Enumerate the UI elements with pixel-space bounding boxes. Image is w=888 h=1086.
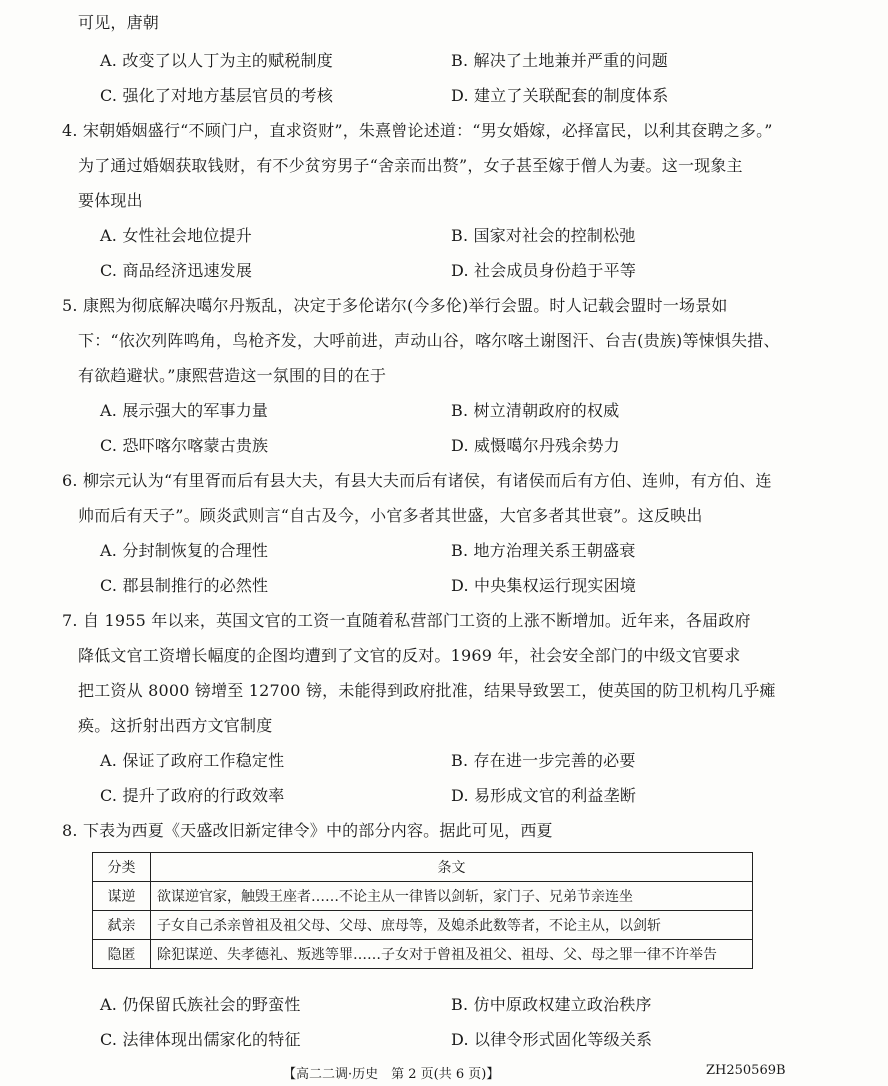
q5-stem-line-2: 下：“依次列阵鸣角，鸟枪齐发，大呼前进，声动山谷，喀尔喀土谢图汗、台吉(贵族)等悚惧失措、	[78, 331, 780, 350]
q4-stem-line-1: 4. 宋朝婚姻盛行“不顾门户，直求资财”，朱熹曾论述道：“男女婚嫁，必择富民，以利其奁聘之多。”	[62, 121, 773, 140]
table-row	[93, 940, 753, 969]
q5-option-b: B. 树立清朝政府的权威	[451, 401, 620, 420]
row-category: 弑亲	[93, 911, 151, 940]
q7-option-b: B. 存在进一步完善的必要	[451, 751, 636, 770]
q7-option-c: C. 提升了政府的行政效率	[100, 786, 285, 805]
q4-stem-line-3: 要体现出	[78, 191, 143, 210]
table-header-row	[93, 853, 753, 882]
q5-option-c: C. 恐吓喀尔喀蒙古贵族	[100, 436, 269, 455]
q6-option-a: A. 分封制恢复的合理性	[100, 541, 269, 560]
q5-stem-line-3: 有欲趋避状。”康熙营造这一氛围的目的在于	[78, 366, 387, 385]
q6-option-c: C. 郡县制推行的必然性	[100, 576, 269, 595]
q7-stem-line-2: 降低文官工资增长幅度的企图均遭到了文官的反对。1969 年，社会安全部门的中级文官要求	[78, 646, 741, 665]
header-category: 分类	[93, 853, 151, 882]
q5-option-a: A. 展示强大的军事力量	[100, 401, 269, 420]
q4-option-a: A. 女性社会地位提升	[100, 226, 252, 245]
q6-stem-line-1: 6. 柳宗元认为“有里胥而后有县大夫，有县大夫而后有诸侯，有诸侯而后有方伯、连帅，有方伯、连	[62, 471, 772, 490]
table-row	[93, 911, 753, 940]
q5-option-d: D. 威慑噶尔丹残余势力	[451, 436, 620, 455]
q8-stem: 8. 下表为西夏《天盛改旧新定律令》中的部分内容。据此可见，西夏	[62, 821, 553, 840]
q8-option-b: B. 仿中原政权建立政治秩序	[451, 995, 652, 1014]
q5-stem-line-1: 5. 康熙为彻底解决噶尔丹叛乱，决定于多伦诺尔(今多伦)举行会盟。时人记载会盟时一场景如	[62, 296, 728, 315]
q7-option-a: A. 保证了政府工作稳定性	[100, 751, 285, 770]
q3-option-b: B. 解决了土地兼并严重的问题	[451, 51, 668, 70]
q3-option-c: C. 强化了对地方基层官员的考核	[100, 86, 334, 105]
header-article: 条文	[151, 853, 753, 882]
q4-option-b: B. 国家对社会的控制松弛	[451, 226, 636, 245]
table-row	[93, 882, 753, 911]
q4-option-d: D. 社会成员身份趋于平等	[451, 261, 637, 280]
row-article: 欲谋逆官家，触毁王座者……不论主从一律皆以剑斩，家门子、兄弟节亲连坐	[151, 882, 753, 911]
q3-option-a: A. 改变了以人丁为主的赋税制度	[100, 51, 333, 70]
question-3-tail: 可见，唐朝	[78, 13, 160, 32]
law-table	[92, 852, 753, 969]
q7-stem-line-3: 把工资从 8000 镑增至 12700 镑，未能得到政府批准，结果导致罢工，使英国的防卫机构几乎瘫	[78, 681, 776, 700]
q8-option-c: C. 法律体现出儒家化的特征	[100, 1030, 301, 1049]
q6-stem-line-2: 帅而后有天子”。顾炎武则言“自古及今，小官多者其世盛，大官多者其世衰”。这反映出	[78, 506, 703, 525]
q4-option-c: C. 商品经济迅速发展	[100, 261, 253, 280]
row-category: 隐匿	[93, 940, 151, 969]
q4-stem-line-2: 为了通过婚姻获取钱财，有不少贫穷男子“舍亲而出赘”，女子甚至嫁于僧人为妻。这一现象主	[78, 156, 743, 175]
q8-option-a: A. 仍保留氏族社会的野蛮性	[100, 995, 301, 1014]
page-footer: 【高二二调·历史 第 2 页(共 6 页)】	[283, 1067, 500, 1082]
exam-code: ZH250569B	[706, 1063, 786, 1078]
q3-option-d: D. 建立了关联配套的制度体系	[451, 86, 669, 105]
q7-option-d: D. 易形成文官的利益垄断	[451, 786, 637, 805]
q7-stem-line-1: 7. 自 1955 年以来，英国文官的工资一直随着私营部门工资的上涨不断增加。近年来，各届政府	[62, 611, 751, 630]
q6-option-d: D. 中央集权运行现实困境	[451, 576, 637, 595]
row-article: 子女自己杀亲曾祖及祖父母、父母、庶母等，及媳杀此数等者，不论主从，以剑斩	[151, 911, 753, 940]
q7-stem-line-4: 痪。这折射出西方文官制度	[78, 716, 273, 735]
q6-option-b: B. 地方治理关系王朝盛衰	[451, 541, 636, 560]
q8-option-d: D. 以律令形式固化等级关系	[451, 1030, 653, 1049]
row-article: 除犯谋逆、失孝德礼、叛逃等罪……子女对于曾祖及祖父、祖母、父、母之罪一律不许举告	[151, 940, 753, 969]
row-category: 谋逆	[93, 882, 151, 911]
